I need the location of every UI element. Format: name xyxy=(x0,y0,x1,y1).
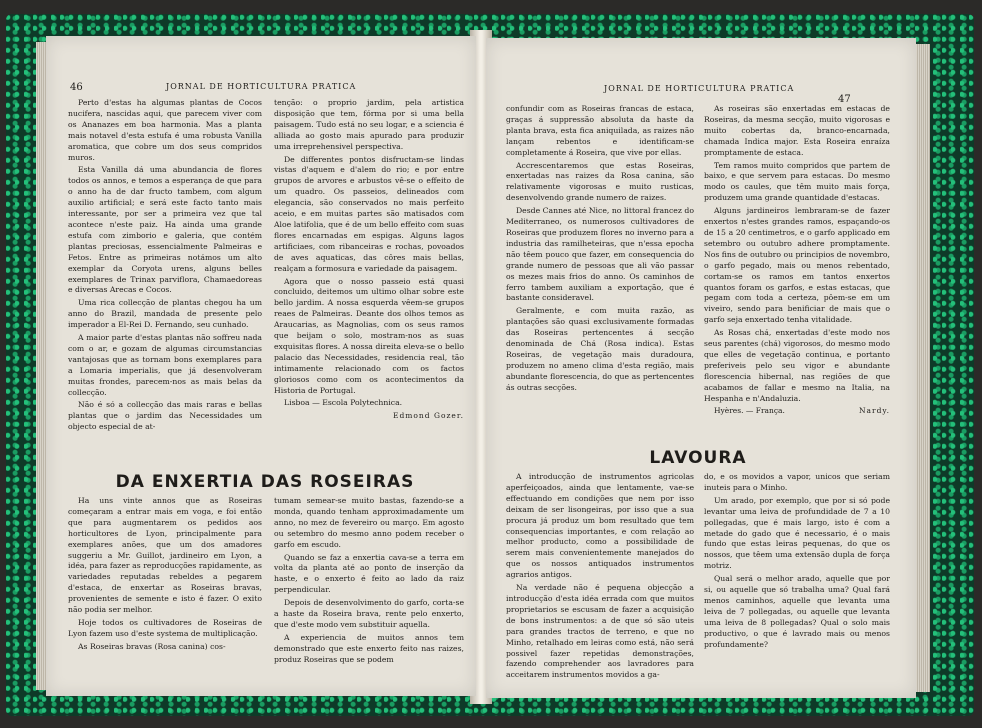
author-signature: Edmond Gozer. xyxy=(393,411,464,421)
paragraph: A experiencia de muitos annos tem demonstrado que este enxerto feito nas raizes, produz Roseiras que se podem xyxy=(274,632,464,664)
right-column-2 xyxy=(704,104,890,444)
section-title-roseiras: DA ENXERTIA DAS ROSEIRAS xyxy=(115,472,415,492)
page-number-right: 47 xyxy=(838,94,851,105)
paragraph: tenção: o proprio jardim, pela artistica disposição que tem, fórma por si uma bella paisagem. Tudo está no seu logar, e a sciencia é alliada ao gosto mais apurado para produzir uma irreprehensivel perspectiva. xyxy=(274,98,464,151)
paragraph: Um arado, por exemplo, que por si só pode levantar uma leiva de profundidade de 7 a 10 pollegadas, que é mais largo, isto é com a metade do gado que é necessario, é o mais fundo que estas leiras pequenas, do que os nossos, que têem uma extensão dupla de força motriz. xyxy=(704,495,890,571)
paragraph: Tem ramos muito compridos que partem de baixo, e que servem para estacas. Do mesmo modo os caules, que têm muito mais força, produzem uma grande quantidade d'estacas. xyxy=(704,160,890,203)
left-page-edge xyxy=(36,42,46,690)
paragraph: Na verdade não é pequena objecção a introducção d'esta idéa errada com que muitos proprietarios se escusam de fazer a acquisição de bons instrumentos: a de que só são uteis para grandes tractos de terreno, e que no Minho, retalhado em leiras como está, não será possivel fazer repetidas demonstrações, fazendo comprehender aos lavradores para acceitarem instrumentos movidos a ga- xyxy=(506,583,694,680)
paragraph: A maior parte d'estas plantas não soffreu nada com o ar, e gozam de algumas circumstancias vantajosas que as tornam bons exemplares para a Lomaria imperialis, que já desenvolveram muitas frondes, parecem-nos as mais belas da collecção. xyxy=(68,333,262,397)
left-page xyxy=(46,36,476,696)
left-column-4 xyxy=(274,496,464,682)
right-page-edge xyxy=(916,44,930,692)
paragraph: Não é só a collecção das mais raras e bellas plantas que o jardim das Necessidades um objecto especial de at- xyxy=(68,400,262,432)
paragraph: Hoje todos os cultivadores de Roseiras de Lyon fazem uso d'este systema de multiplicação. xyxy=(68,617,262,638)
paragraph: tumam semear-se muito bastas, fazendo-se a monda, quando tenham approximadamente um anno, no mez de fevereiro ou março. Em agosto ou setembro do mesmo anno podem receber o garfo em escudo. xyxy=(274,496,464,549)
section-title-lavoura: LAVOURA xyxy=(649,448,747,468)
right-column-1 xyxy=(506,104,694,444)
running-head-left: JORNAL DE HORTICULTURA PRATICA xyxy=(166,82,357,91)
left-column-3 xyxy=(68,496,262,682)
left-column-2 xyxy=(274,98,464,466)
paragraph: Geralmente, e com muita razão, as plantações são quasi exclusivamente formadas das Roseiras pertencentes á secção denominada de Chá (Rosa indica). Estas Roseiras, de vegetação mais duradoura, produzem no ameno clima d'esta região, mais abundante florescencia, do que as pertencentes ás outras secções. xyxy=(506,306,694,392)
left-column-1 xyxy=(68,98,262,466)
paragraph: confundir com as Roseiras francas de estaca, graças á suppressão absoluta da haste da planta brava, esta fica aniquilada, as raizes não lançam rebentos e identificam-se completamente á Roseira, que vive por ellas. xyxy=(506,104,694,157)
paragraph: Esta Vanilla dá uma abundancia de flores todos os annos, e temos a esperança de que para o anno ha de dar fructo tambem, com algum auxilio artificial; e será este facto tanto mais interessante, por ser a primeira vez que tal acontece n'este paiz. Ha ainda uma grande estufa com zimborio e galeria, que contém plantas preciosas, essencialmente Palmeiras e Fetos. Entre as primeiras notámos um alto exemplar da Coryota urens, alguns belles exemplares de Trinax parviflora, Chamaedoreas e diversas Arecas e Cocos. xyxy=(68,165,262,295)
paragraph: As roseiras são enxertadas em estacas de Roseiras, da mesma secção, muito vigorosas e muito cobertas da, branco-encarnada, chamada Indica major. Esta Roseira enraíza promptamente de estaca. xyxy=(704,104,890,157)
paragraph: Perto d'estas ha algumas plantas de Cocos nucifera, nascidas aqui, que parecem viver com os Ananazes em boa harmonia. Mas a planta mais notavel d'esta estufa é uma robusta Vanilla aromatica, que cobre um dos seus compridos muros. xyxy=(68,98,262,162)
paragraph: Agora que o nosso passeio está quasi concluido, deitemos um ultimo olhar sobre este bello jardim. A nossa esquerda vêem-se grupos reaes de Palmeiras. Deante dos olhos temos as Araucarias, as Magnolias, com os seus ramos que beijam o solo, mostram-nos as suas exquisitas flores. A nossa direita eleva-se o bello palacio das Necessidades, residencia real, tão intimamente relacionado com os factos gloriosos como com os acontecimentos da Historia de Portugal. xyxy=(274,276,464,395)
paragraph: Qual será o melhor arado, aquelle que por si, ou aquelle que só trabalha uma? Qual fará menos caminhos, aquelle que levanta uma leiva de 7 pollegadas, ou aquelle que levanta uma leiva de 8 pollegadas? Qual o solo mais productivo, o que é lavrado mais ou menos profundamente? xyxy=(704,574,890,649)
paragraph: As Roseiras bravas (Rosa canina) cos- xyxy=(78,641,226,651)
paragraph: As Rosas chá, enxertadas d'este modo nos seus parentes (chá) vigorosos, do mesmo modo que elles de vegetação continua, e portanto preferiveis pelo seu vigor e abundante florescencia hibernal, nas regiões de que acabamos de fallar e mesmo na Italia, na Hespanha e n'Andaluzia. xyxy=(704,328,890,403)
right-column-3 xyxy=(506,472,694,686)
paragraph: Quando se faz a enxertia cava-se a terra em volta da planta até ao ponto de inserção da haste, e o enxerto é feito ao lado da raiz perpendicular. xyxy=(274,552,464,595)
running-head-right: JORNAL DE HORTICULTURA PRATICA xyxy=(604,84,795,93)
author-place: Hyères. — França. xyxy=(714,406,785,416)
paragraph: Depois de desenvolvimento do garfo, corta-se a haste da Roseira brava, rente pelo enxerto, que d'este modo vem substituir aquella. xyxy=(274,598,464,629)
right-column-4 xyxy=(704,472,890,686)
paragraph: Desde Cannes até Nice, no littoral francez do Mediterraneo, os numerosos cultivadores de Roseiras que produzem flores no inverno para a industria das ramilheteiras, que n'essa epocha não têem pouco que fazer, em consequencia do grande numero de pessoas que ali vão passar os mezes mais frios do anno. Os caminhos de ferro tambem auxiliam a exportação, que é bastante consideravel. xyxy=(506,206,694,303)
paragraph: Alguns jardineiros lembraram-se de fazer enxertos n'estes grandes ramos, espaçando-os de 15 a 20 centimetros, e o garfo applicado em setembro ou outubro adhere promptamente. Nos fins de outubro ou principios de novembro, o garfo pegado, mais ou menos rebentado, cortam-se os ramos em tantos enxertos quantos foram os garfos, e estas estacas, que pegam com toda a certeza, pôem-se em um viveiro, sendo para benificiar de mais que o garfo seja enxertado tenha vitalidade. xyxy=(704,206,890,325)
paragraph: A introducção de instrumentos agricolas aperfeiçoados, ainda que lentamente, vae-se effectuando em condições que nem por isso deixam de ser lisongeiras, por isso que a sua procura já produz um bom resultado que tem consequencias importantes, e com relação ao melhor producto, como a possibilidade de serem mais convenientemente manejados do que os nossos antiquados instrumentos agrarios antigos. xyxy=(506,472,694,580)
paragraph: Accrescentaremos que estas Roseiras, enxertadas nas raizes da Rosa canina, são relativamente vigorosas e muito rusticas, desenvolvendo grande numero de raizes. xyxy=(506,160,694,203)
page-number-left: 46 xyxy=(70,82,83,93)
author-signature: Nardy. xyxy=(858,406,890,416)
right-page xyxy=(486,38,916,698)
paragraph: Uma rica collecção de plantas chegou ha um anno do Brazil, mandada de presente pelo imperador a El-Rei D. Fernando, seu cunhado. xyxy=(68,298,262,330)
paragraph: De differentes pontos disfructam-se lindas vistas d'aquem e d'alem do rio; e por entre grupos de arvores e arbustos vê-se o effeito de um quadro. Os passeios, delineados com elegancia, são conservados no mais perfeito aceio, e em muitas partes são matisados com Aloe latifolia, que é de um bello effeito com suas flores encarnadas em espigas. Alguns lagos artificiaes, com ribanceiras e rochas, povoados de aves aquaticas, das côres mais bellas, realçam a formosura e variedade da paisagem. xyxy=(274,154,464,273)
paragraph: do, e os movidos a vapor, unicos que seriam inuteis para o Minho. xyxy=(704,472,890,492)
paragraph: Lisboa — Escola Polytechnica. xyxy=(284,398,403,408)
paragraph: Ha uns vinte annos que as Roseiras começaram a entrar mais em voga, e foi então que para augmentarem os pedidos aos horticultores de Lyon, principalmente para exemplares anões, que um dos amadores suggeriu a Mr. Guillot, jardineiro em Lyon, a idéa, para fazer as reproducções rapidamente, as variedades reputadas rebeldes a pegarem d'estaca, de enxertar as Roseiras bravas, provenientes de semente e isto é fazer. O exito não podia ser melhor. xyxy=(68,496,262,615)
